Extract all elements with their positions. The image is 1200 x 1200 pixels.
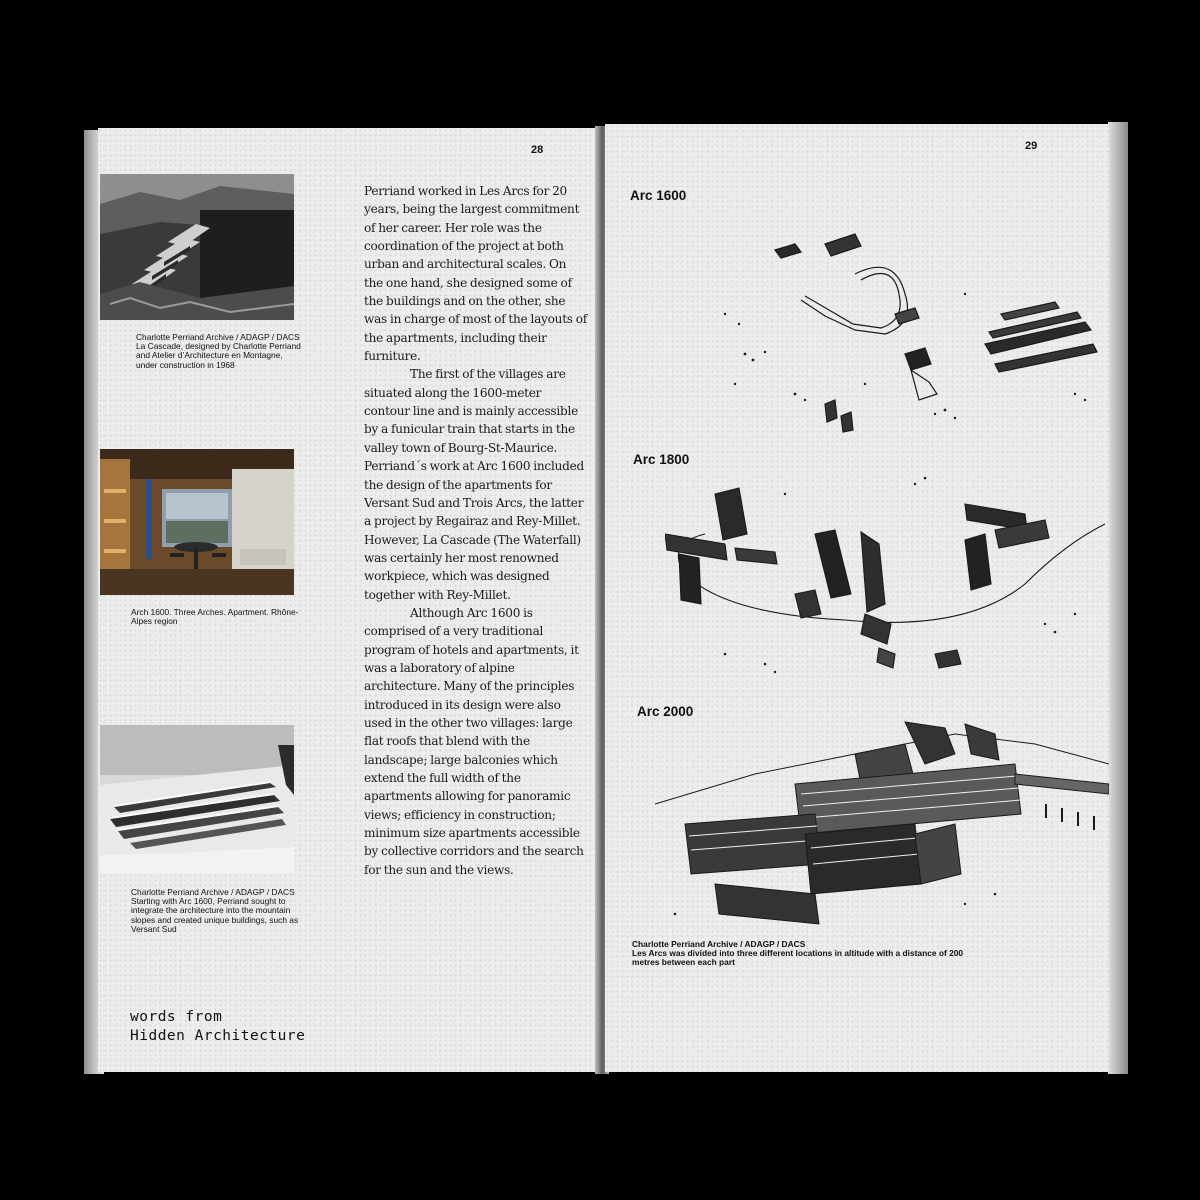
body-text	[364, 182, 588, 879]
right-page-caption	[632, 940, 972, 968]
left-page-number: 28	[531, 144, 544, 156]
label-arc-1600: Arc 1600	[630, 188, 687, 203]
right-caption-text: Les Arcs was divided into three different locations in altitude with a distance of 200 metres between each part	[632, 948, 964, 968]
sketch-arc-2000	[655, 714, 1109, 934]
left-page	[98, 128, 599, 1072]
photo1-caption-credit: Charlotte Perriand Archive / ADAGP / DACS	[136, 332, 300, 342]
right-page-number: 29	[1025, 140, 1038, 152]
photo-la-cascade-construction	[100, 174, 294, 320]
photo-apartment-interior	[100, 449, 294, 595]
sketch-arc-1800	[665, 464, 1105, 694]
footer-mark	[130, 1008, 305, 1046]
photo2-caption	[131, 608, 301, 626]
photo3-caption	[131, 888, 301, 934]
label-arc-2000: Arc 2000	[637, 704, 694, 719]
sketch-arc-1600	[705, 204, 1105, 434]
right-page	[605, 124, 1109, 1072]
book-right-edge	[1108, 122, 1128, 1074]
photo3-caption-credit: Charlotte Perriand Archive / ADAGP / DACS	[131, 887, 295, 897]
photo1-caption-text: La Cascade, designed by Charlotte Perriand and Atelier d’Architecture en Montagne, under construction in 1968	[136, 341, 301, 370]
photo2-caption-text: Arch 1600. Three Arches. Apartment. Rhône-Alpes region	[131, 607, 299, 627]
body-paragraph-3: Although Arc 1600 is comprised of a very traditional program of hotels and apartments, it was a laboratory of alpine architecture. Many of the principles introduced in its design were also used in the other two villages: large flat roofs that blend with the landscape; large balconies which extend the full width of the apartments allowing for panoramic views; efficiency in construction; minimum size apartments accessible by collective corridors and the search for the sun and the views.	[364, 605, 584, 877]
open-book	[84, 122, 1128, 1078]
photo1-caption	[136, 333, 306, 370]
label-arc-1800: Arc 1800	[633, 452, 690, 467]
right-caption-credit: Charlotte Perriand Archive / ADAGP / DACS	[632, 939, 806, 949]
body-paragraph-1: Perriand worked in Les Arcs for 20 years, being the largest commitment of her career. Her role was the coordination of the project at both urban and architectural scales. On the one hand, she designed some of the buildings and on the other, she was in charge of most of the layouts of the apartments, including their furniture.	[364, 184, 588, 364]
body-paragraph-2: The first of the villages are situated along the 1600-meter contour line and is mainly accessible by a funicular train that starts in the valley town of Bourg-St-Maurice. Perriand´s work at Arc 1600 included the design of the apartments for Versant Sud and Trois Arcs, the latter a project by Regairaz and Rey-Millet. However, La Cascade (The Waterfall) was certainly her most renowned workpiece, which was designed together with Rey-Millet.	[364, 367, 585, 602]
photo-versant-sud-snow	[100, 725, 294, 873]
footer-line-1: words from	[130, 1009, 223, 1025]
photo3-caption-text: Starting with Arc 1600, Perriand sought to integrate the architecture into the mountain slopes and created unique buildings, such as Versant Sud	[131, 896, 299, 934]
footer-line-2: Hidden Architecture	[130, 1028, 306, 1044]
